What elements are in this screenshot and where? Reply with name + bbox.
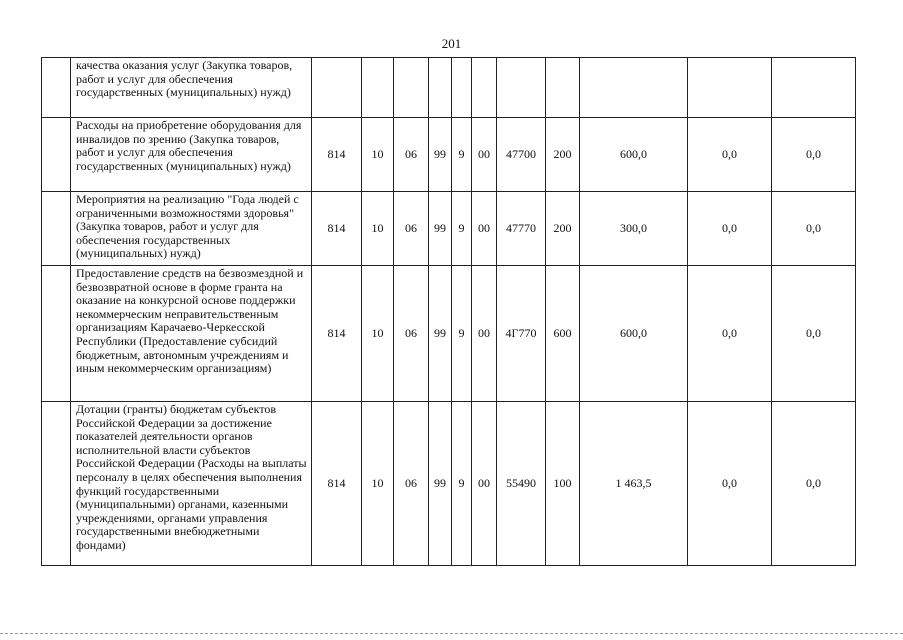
description-cell: Предоставление средств на безвозмездной и безвозвратной основе в форме гранта на оказание на конкурсной основе поддержки некоммерческим неправительственным организациям Карачаево-Черкесской Республики (Предоставление субсидий бюджетным, автономным учреждениям и иным некоммерческим организациям) [71,266,312,402]
amount-year1-cell: 1 463,5 [580,402,688,566]
expense-type-cell: 100 [546,402,580,566]
amount-year2-cell: 0,0 [688,402,772,566]
direction-cell: 47700 [497,118,546,192]
admin-code-cell: 814 [312,192,362,266]
direction-cell [497,58,546,118]
table-row [42,58,856,118]
expense-type-cell: 200 [546,118,580,192]
amount-year2-cell: 0,0 [688,266,772,402]
row-number-cell [42,402,71,566]
main-event-cell: 00 [472,118,497,192]
description-cell: качества оказания услуг (Закупка товаров, работ и услуг для обеспечения государственных (муниципальных) нужд) [71,58,312,118]
section-cell [362,58,394,118]
amount-year1-cell [580,58,688,118]
table-row [42,192,856,266]
admin-code-cell: 814 [312,118,362,192]
amount-year3-cell: 0,0 [772,192,856,266]
description-cell: Дотации (гранты) бюджетам субъектов Российской Федерации за достижение показателей деятельности органов исполнительной власти субъектов Российской Федерации (Расходы на выплаты персоналу в целях обеспечения выполнения функций государственными (муниципальными) органами, казенными учреждениями, органами управления государственными внебюджетными фондами) [71,402,312,566]
expense-type-cell [546,58,580,118]
footer-rule [0,633,903,634]
subprogram-cell: 9 [452,118,472,192]
row-number-cell [42,192,71,266]
page-number: 201 [441,36,462,51]
section-cell: 10 [362,402,394,566]
subprogram-cell [452,58,472,118]
subsection-cell: 06 [394,118,429,192]
table-row [42,402,856,566]
amount-year1-cell: 600,0 [580,266,688,402]
admin-code-cell: 814 [312,402,362,566]
program-cell [429,58,452,118]
section-cell: 10 [362,266,394,402]
admin-code-cell: 814 [312,266,362,402]
description-cell: Мероприятия на реализацию "Года людей с ограниченными возможностями здоровья" (Закупка товаров, работ и услуг для обеспечения государственных (муниципальных) нужд) [71,192,312,266]
admin-code-cell [312,58,362,118]
amount-year3-cell: 0,0 [772,266,856,402]
amount-year2-cell: 0,0 [688,192,772,266]
table-row [42,118,856,192]
expense-type-cell: 600 [546,266,580,402]
amount-year3-cell: 0,0 [772,402,856,566]
subsection-cell: 06 [394,192,429,266]
amount-year2-cell: 0,0 [688,118,772,192]
main-event-cell: 00 [472,192,497,266]
amount-year3-cell [772,58,856,118]
program-cell: 99 [429,402,452,566]
amount-year3-cell: 0,0 [772,118,856,192]
section-cell: 10 [362,192,394,266]
program-cell: 99 [429,118,452,192]
subprogram-cell: 9 [452,192,472,266]
subprogram-cell: 9 [452,402,472,566]
amount-year1-cell: 600,0 [580,118,688,192]
subsection-cell: 06 [394,266,429,402]
subsection-cell: 06 [394,402,429,566]
subprogram-cell: 9 [452,266,472,402]
program-cell: 99 [429,192,452,266]
section-cell: 10 [362,118,394,192]
row-number-cell [42,58,71,118]
budget-table [41,57,856,566]
direction-cell: 47770 [497,192,546,266]
row-number-cell [42,266,71,402]
program-cell: 99 [429,266,452,402]
direction-cell: 4Г770 [497,266,546,402]
expense-type-cell: 200 [546,192,580,266]
amount-year1-cell: 300,0 [580,192,688,266]
amount-year2-cell [688,58,772,118]
subsection-cell [394,58,429,118]
main-event-cell: 00 [472,266,497,402]
main-event-cell [472,58,497,118]
main-event-cell: 00 [472,402,497,566]
direction-cell: 55490 [497,402,546,566]
row-number-cell [42,118,71,192]
description-cell: Расходы на приобретение оборудования для инвалидов по зрению (Закупка товаров, работ и услуг для обеспечения государственных (муниципальных) нужд) [71,118,312,192]
table-row [42,266,856,402]
